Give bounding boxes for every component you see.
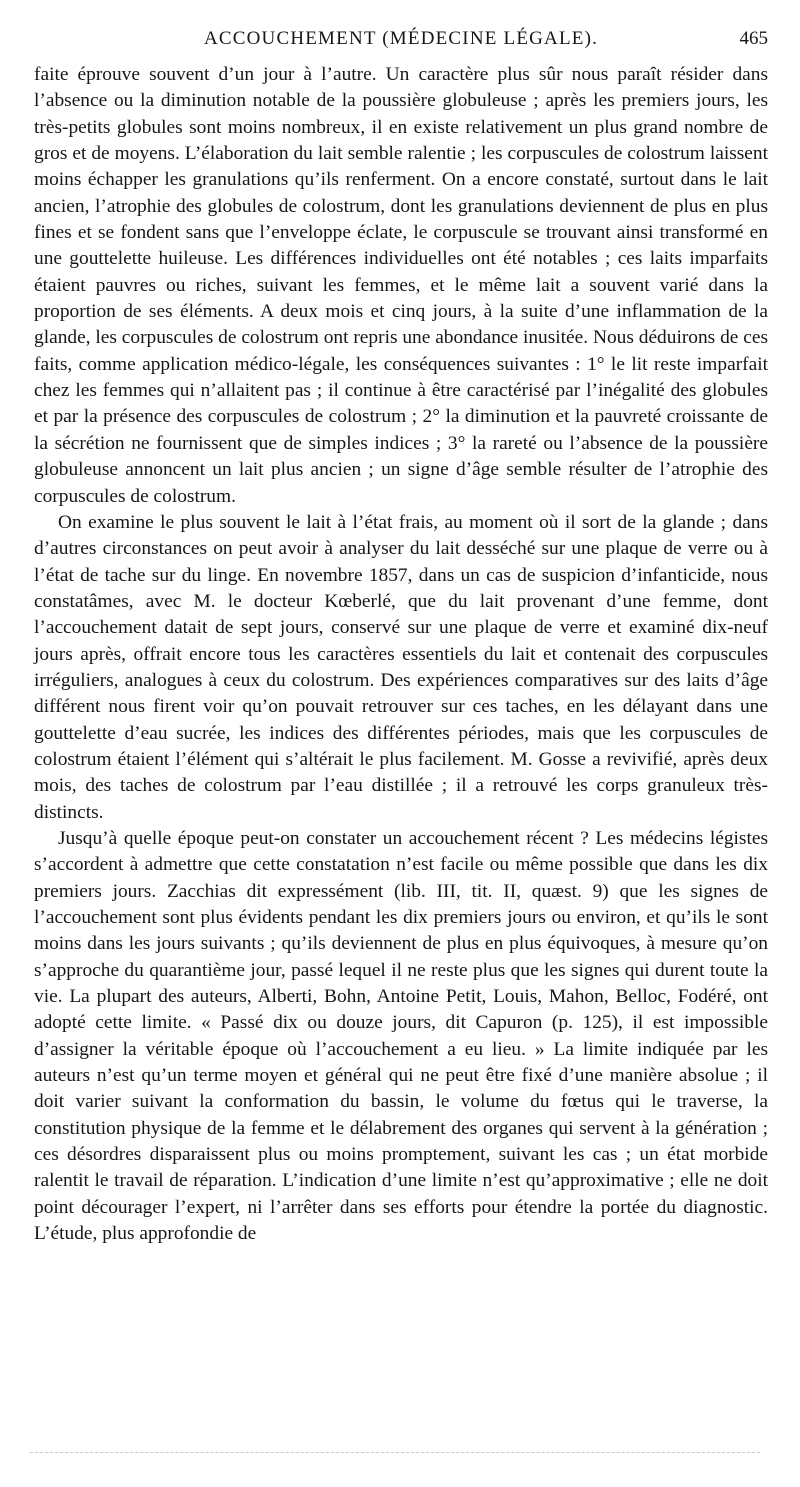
paragraph-milk-stains: On examine le plus souvent le lait à l’état frais, au moment où il sort de la glande ; dans d’autres circonstances on peut avoir à analyser du lait desséché sur une plaque de verre ou à l’état de tache sur du linge. En novembre 1857, dans un cas de suspicion d’infanticide, nous constatâmes, avec M. le docteur Kœberlé, que du lait provenant d’une femme, dont l’accouchement datait de sept jours, conservé sur une plaque de verre et examiné dix-neuf jours après, offrait encore tous les caractères essentiels du lait et contenait des corpuscules irréguliers, analogues à ceux du colostrum. Des expériences comparatives sur des laits d’âge différent nous firent voir qu’on pouvait retrouver sur ces taches, en les délayant dans une gouttelette d’eau sucrée, les indices des différentes périodes, mais que les corpuscules de colostrum étaient l’élément qui s’altérait le plus facilement. M. Gosse a revivifié, après deux mois, des taches de colostrum par l’eau distillée ; il a retrouvé les corps granuleux très-distincts. [34,511,768,823]
paragraph-milk-signs: faite éprouve souvent d’un jour à l’autre. Un caractère plus sûr nous paraît résider dans l’absence ou la diminution notable de la poussière globuleuse ; après les premiers jours, les très-petits globules sont moins nombreux, il en existe relativement un plus grand nombre de gros et de moyens. L’élaboration du lait semble ralentie ; les corpuscules de colostrum laissent moins échapper les granulations qu’ils renferment. On a encore constaté, surtout dans le lait ancien, l’atrophie des globules de colostrum, dont les granulations deviennent de plus en plus fines et se fondent sans que l’enveloppe éclate, le corpuscule se trouvant ainsi transformé en une gouttelette huileuse. Les différences individuelles ont été notables ; ces laits imparfaits étaient pauvres ou riches, suivant les femmes, et le même lait a souvent varié dans la proportion de ses éléments. A deux mois et cinq jours, à la suite d’une inflammation de la glande, les corpuscules de colostrum ont repris une abondance inusitée. Nous déduirons de ces faits, comme application médico-légale, les conséquences suivantes : 1° le lit reste imparfait chez les femmes qui n’allaitent pas ; il continue à être caractérisé par l’inégalité des globules et par la présence des corpuscules de colostrum ; 2° la diminution et la pauvreté croissante de la sécrétion ne fournissent que de simples indices ; 3° la rareté ou l’absence de la poussière globuleuse annoncent un lait plus ancien ; un signe d’âge semble résulter de l’atrophie des corpuscules de colostrum. [34,64,768,507]
paragraph-delivery-timing: Jusqu’à quelle époque peut-on constater un accouchement récent ? Les médecins légistes s’accordent à admettre que cette constatation n’est facile ou même possible que dans les dix premiers jours. Zacchias dit expressément (lib. III, tit. II, quæst. 9) que les signes de l’accouchement sont plus évidents pendant les dix premiers jours ou environ, et qu’ils le sont moins dans les jours suivants ; qu’ils deviennent de plus en plus équivoques, à mesure qu’on s’approche du quarantième jour, passé lequel il ne reste plus que les signes qui durent toute la vie. La plupart des auteurs, Alberti, Bohn, Antoine Petit, Louis, Mahon, Belloc, Fodéré, ont adopté cette limite. « Passé dix ou douze jours, dit Capuron (p. 125), il est impossible d’assigner la véritable époque où l’accouchement a eu lieu. » La limite indiquée par les auteurs n’est qu’un terme moyen et général qui ne peut être fixé d’une manière absolue ; il doit varier suivant la conformation du bassin, le volume du fœtus qui le traverse, la constitution physique de la femme et le délabrement des organes qui servent à la génération ; ces désordres disparaissent plus ou moins promptement, suivant les cas ; un état morbide ralentit le travail de réparation. L’indication d’une limite n’est qu’approximative ; elle ne doit point décourager l’expert, ni l’arrêter dans ses efforts pour étendre la portée du diagnostic. L’étude, plus approfondie de [34,827,768,1245]
page-number: 465 [739,28,768,49]
book-page [34,28,768,1247]
footer-divider [30,1452,760,1453]
running-head [34,28,768,62]
running-title: ACCOUCHEMENT (MÉDECINE LÉGALE). [203,28,599,49]
